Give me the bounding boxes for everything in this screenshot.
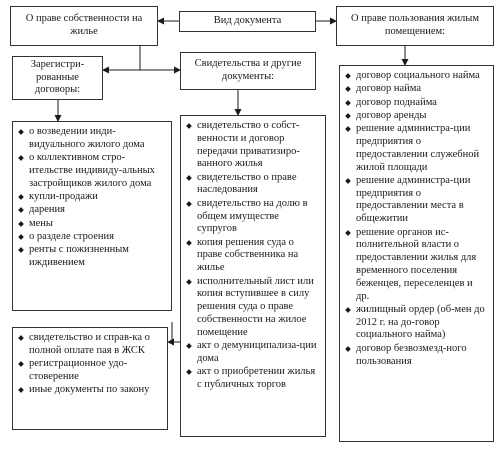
use-list	[339, 65, 494, 442]
certificates-title-text: Свидетельства и другие документы:	[194, 58, 302, 82]
list-item: жилищный ордер (об-мен до 2012 г. на до-говор социального найма)	[345, 304, 488, 342]
list-item: свидетельство и справ-ка о полной оплате пая в ЖСК	[18, 332, 162, 358]
list-item: свидетельство о праве наследования	[186, 172, 320, 198]
use-header	[336, 6, 494, 46]
list-item: решение администра-ции предприятия о предоставлении места в общежитии	[345, 175, 488, 226]
list-item: купли-продажи	[18, 191, 166, 204]
list-item: свидетельство о собст-венности и договор передачи приватизиро-ванного жилья	[186, 120, 320, 171]
list-item: о разделе строения	[18, 231, 166, 244]
list-item: решение органов ис-полнительной власти о предоставлении жилья для временного поселения беженцев, переселенцев и др.	[345, 227, 488, 304]
list-item: договор найма	[345, 83, 488, 96]
doc-type-header	[179, 11, 316, 32]
registered-title-text: Зарегистри-рованные договоры:	[30, 58, 85, 96]
use-header-text: О праве пользования жилым помещением:	[351, 13, 479, 37]
list-item: мены	[18, 218, 166, 231]
list-item: решение администра-ции предприятия о предоставлении служебной жилой площади	[345, 123, 488, 174]
list-item: договор поднайма	[345, 97, 488, 110]
list-item: дарения	[18, 204, 166, 217]
ownership-header	[10, 6, 158, 46]
zhsk-list	[12, 327, 168, 430]
list-item: договор безвозмезд-ного пользования	[345, 343, 488, 369]
ownership-header-text: О праве собственности на жилье	[25, 13, 143, 37]
list-item: о коллективном стро-ительстве индивиду-альных застройщиков жилого дома	[18, 152, 166, 190]
list-item: регистрационное удо-стоверение	[18, 358, 162, 384]
registered-title	[12, 56, 103, 100]
doc-type-header-text: Вид документа	[213, 15, 282, 27]
list-item: копия решения суда о праве собственника на жилье	[186, 237, 320, 275]
list-item: исполнительный лист или копия вступившее в силу решения суда о праве собственности на жилое помещение	[186, 276, 320, 340]
list-item: акт о приобретении жилья с публичных торгов	[186, 366, 320, 392]
list-item: договор социального найма	[345, 70, 488, 83]
list-item: акт о демуниципализа-ции дома	[186, 340, 320, 366]
list-item: о возведении инди-видуального жилого дома	[18, 126, 166, 152]
registered-list	[12, 121, 172, 311]
list-item: иные документы по закону	[18, 384, 162, 397]
list-item: договор аренды	[345, 110, 488, 123]
list-item: ренты с пожизненным иждивением	[18, 244, 166, 270]
certificates-title	[180, 52, 316, 90]
certificates-list	[180, 115, 326, 437]
list-item: свидетельство на долю в общем имуществе супругов	[186, 198, 320, 236]
